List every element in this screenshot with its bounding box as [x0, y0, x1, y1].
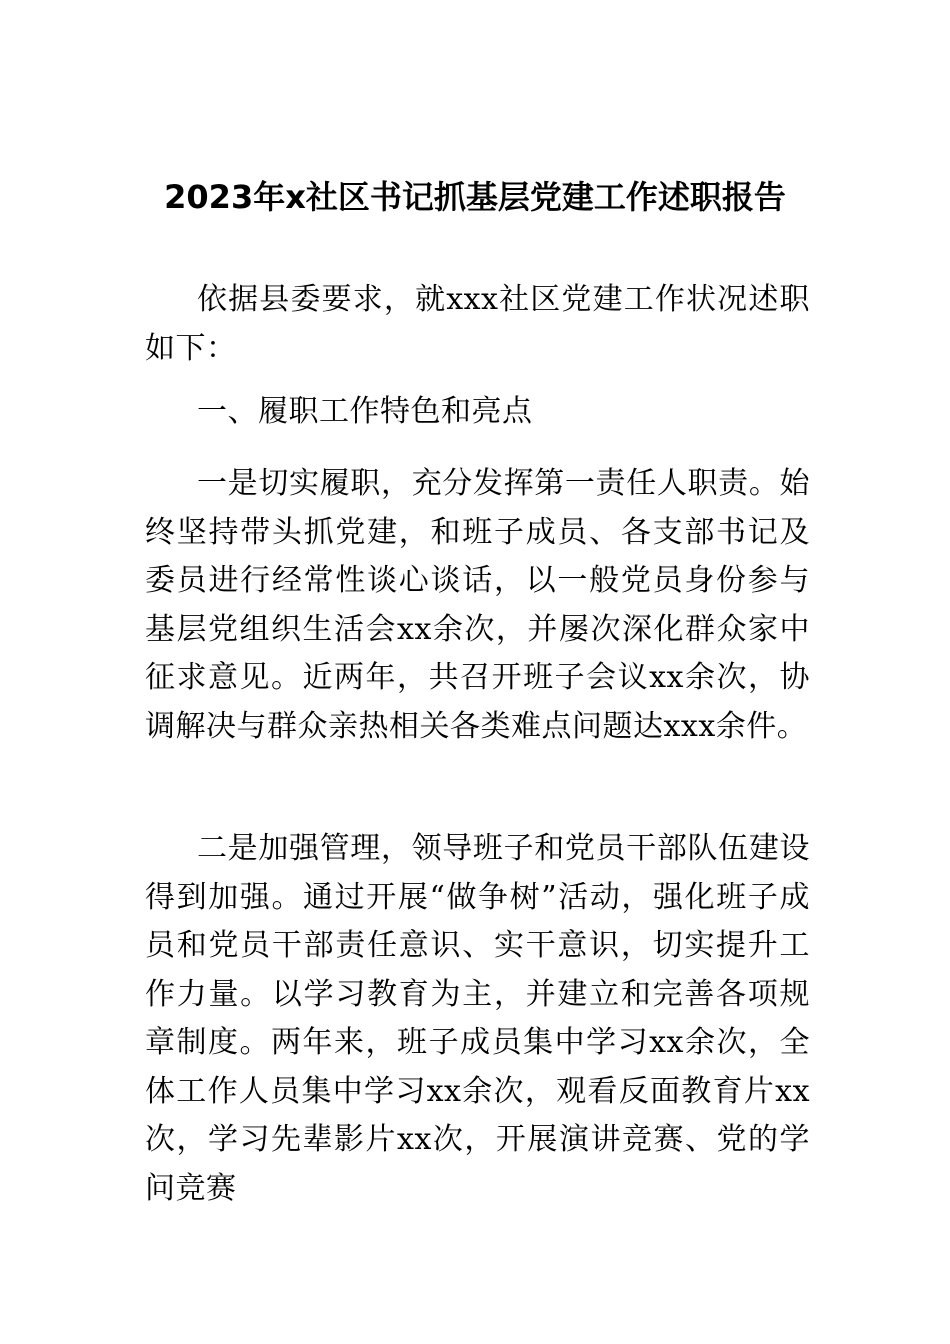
section-heading: 一、履职工作特色和亮点 [197, 394, 533, 429]
paragraph-first-point: 一是切实履职，充分发挥第一责任人职责。始终坚持带头抓党建，和班子成员、各支部书记及委员进行经常性谈心谈话，以一般党员身份参与基层党组织生活会xx余次，并屡次深化群众家中征求意见。近两年，共召开班子会议xx余次，协调解决与群众亲热相关各类难点问题达xxx余件。 [145, 466, 810, 744]
paragraph-second-point: 二是加强管理，领导班子和党员干部队伍建设得到加强。通过开展“做争树”活动，强化班子成员和党员干部责任意识、实干意识，切实提升工作力量。以学习教育为主，并建立和完善各项规章制度。两年来，班子成员集中学习xx余次，全体工作人员集中学习xx余次，观看反面教育片xx次，学习先辈影片xx次，开展演讲竞赛、党的学问竞赛 [145, 831, 810, 1206]
intro-paragraph: 依据县委要求，就xxx社区党建工作状况述职如下： [145, 282, 810, 366]
document-title: 2023年x社区书记抓基层党建工作述职报告 [164, 178, 786, 216]
